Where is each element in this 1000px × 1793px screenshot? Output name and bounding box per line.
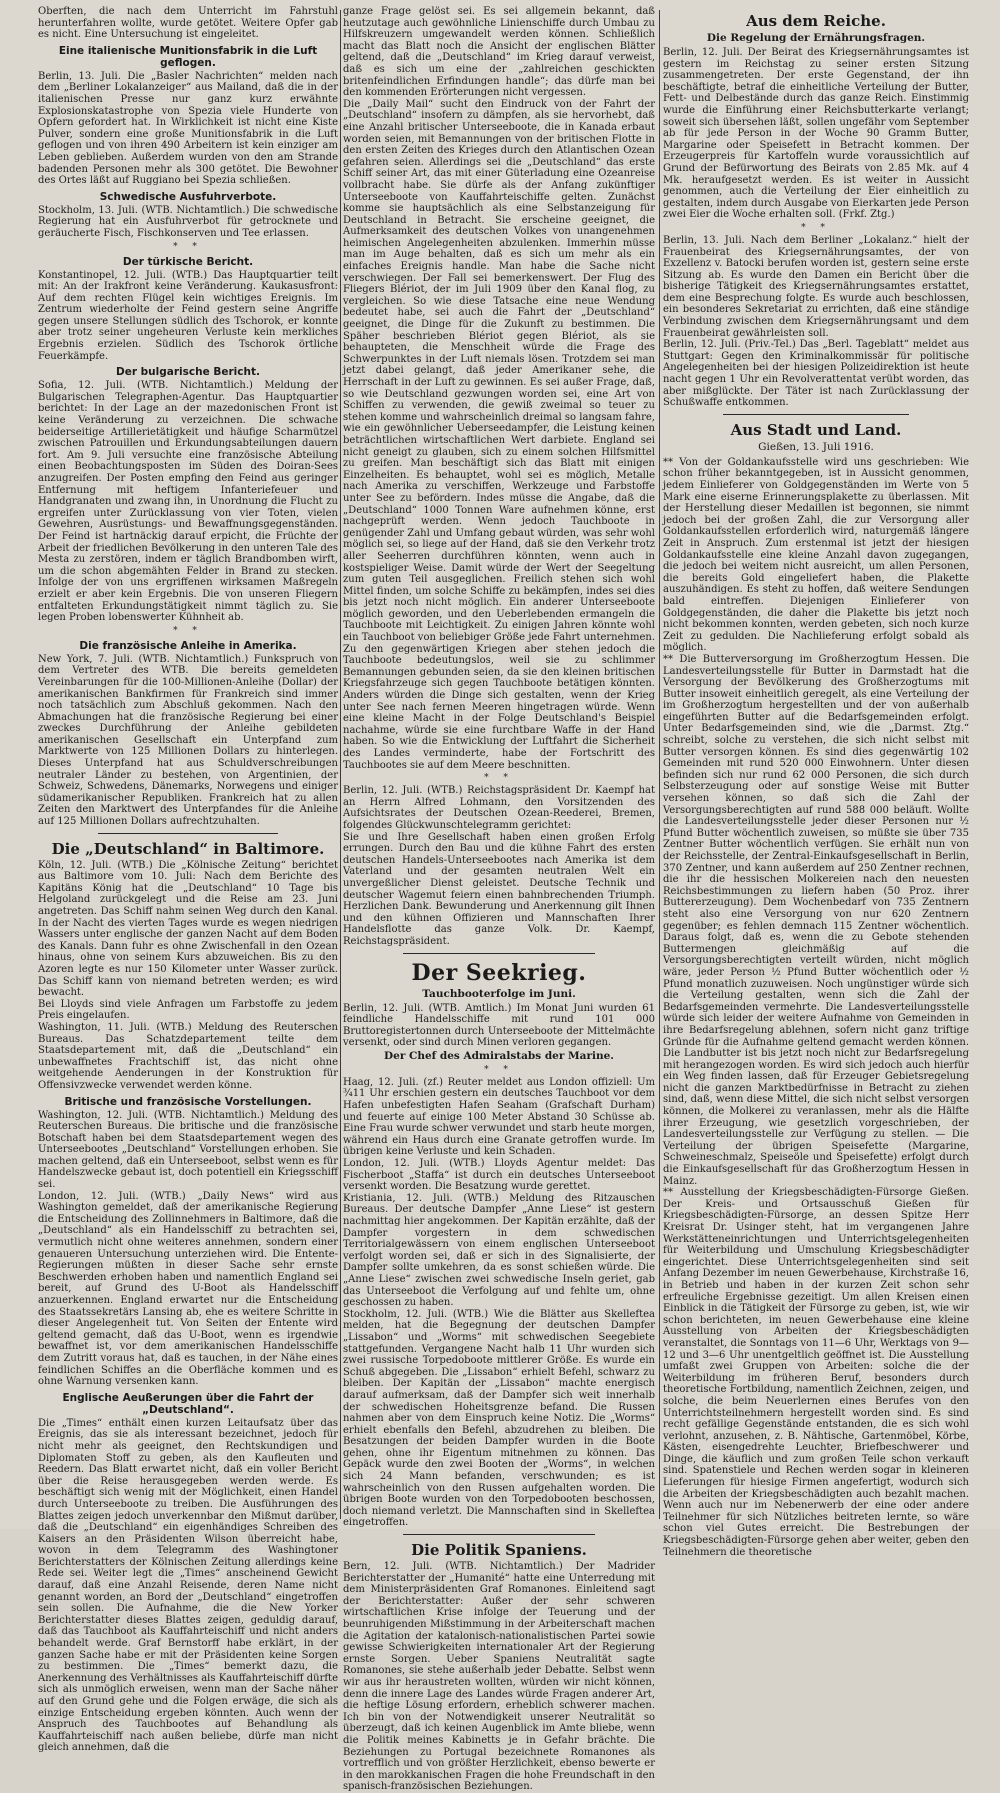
article-paragraph: Die „Times“ enthält einen kurzen Leitaufsatz über das Ereignis, das sie als interessant bezeichnet, jedoch für nicht mehr als geeignet, den Rechtskundigen und Diplomaten Stoff zu geben, als den Kaufleuten und Reedern. Das Blatt erwartet nicht, daß ein voller Bericht über die Reise herausgegeben werden werde. Es beschäftigt sich wenig mit der Möglichkeit, einen Handel durch Unterseeboote zu treiben. Die Ausführungen des Blattes zeigen jedoch unverkennbar den Mißmut darüber, daß die „Deutschland“ ein eigenhändiges Schreiben des Kaisers an den Präsidenten Wilson überreicht habe, wovon in dem Telegramm des Washingtoner Berichterstatters der Kölnischen Zeitung allerdings keine Rede sei. Weiter legt die „Times“ anscheinend Gewicht darauf, daß eine Anzahl Reisende, deren Name nicht genannt worden, an Bord der „Deutschland“ eingetroffen sein sollen. Die Aufnahme, die die New Yorker Berichterstatter dieses Blattes zeigen, geduldig darauf, daß das Tauchboot als Kauffahrteischiff und nicht anders behandelt werde. Graf Bernstorff habe erklärt, in der ganzen Sache habe er mit der Präsidenten keine Sorgen zu bestimmen. Die „Times“ bemerkt dazu, die Anerkennung des Verhältnisses als Kauffahrteischiff dürfte sich als unmöglich erweisen, wenn man der Sache näher auf den Grund gehe und die Folgen erwäge, die sich als einzige Entscheidung ergeben könnten. Auch wenn der Anspruch des Tauchbootes auf Behandlung als Kauffahrteischiff nach außen beliebe, dürfe man nicht gleich annehmen, daß die <box>38 1417 338 1754</box>
rule-separator <box>403 953 595 954</box>
subheading: Tauchbooterfolge im Juni. <box>422 987 576 1000</box>
article-paragraph: London, 12. Juli. (WTB.) Lloyds Agentur meldet: Das Fischerboot „Staffa“ ist durch ein deutsches Unterseeboot versenkt worden. Die Besatzung wurde gerettet. <box>343 1158 655 1193</box>
separator-asterisks: * * <box>484 1064 514 1075</box>
column-2 <box>343 6 655 1793</box>
article-paragraph: Köln, 12. Juli. (WTB.) Die „Kölnische Zeitung“ berichtet aus Baltimore vom 10. Juli: Nach dem Berichte des Kapitäns König hat die „Deutschland“ 10 Tage bis Helgoland zurückgelegt und die Reise am 23. Juni angetreten. Das Schiff nahm seinen Weg durch den Kanal. In der Nacht des vierten Tages wurde es wegen niedrigen Wassers unter englische der ganzen Nacht auf dem Boden des Kanals. Dann fuhr es ohne Zwischenfall in den Ozean hinaus, ohne von seinem Kurs abzuweichen. Bis zu den Azoren legte es nur 150 Kilometer unter Wasser zurück. Das Schiff kann von niemand betreten werden; es wird bewacht. <box>38 859 338 999</box>
article-heading: Der türkische Bericht. <box>122 255 254 268</box>
column-3 <box>663 6 969 1558</box>
article-paragraph: Berlin, 12. Juli. (WTB.) Reichstagspräsident Dr. Kaempf hat an Herrn Alfred Lohmann, den Vorsitzenden des Aufsichtsrates der Deutschen Ozean-Reederei, Bremen, folgendes Glückwunschtelegramm gerichtet: <box>343 785 655 831</box>
article-paragraph: Berlin, 12. Juli. (WTB. Amtlich.) Im Monat Juni wurden 61 feindliche Handelsschiffe mit rund 101 000 Bruttoregistertonnen durch Unterseeboote der Mittelmächte versenkt, oder sind durch Minen verloren gegangen. <box>343 1002 655 1049</box>
article-paragraph: Berlin, 12. Juli. (Priv.-Tel.) Das „Berl. Tageblatt“ meldet aus Stuttgart: Gegen den Kriminalkommissär für politische Angelegenheiten bei der hiesigen Polizeidirektion ist heute nacht gegen 1 Uhr ein Revolverattentat verübt worden, das aber mißglückte. Der Täter ist nach Zurücklassung der Schußwaffe entkommen. <box>663 339 969 409</box>
subheading: Die Regelung der Ernährungsfragen. <box>706 32 926 44</box>
article-paragraph: ganze Frage gelöst sei. Es sei allgemein bekannt, daß heutzutage auch gewöhnliche Linienschiffe durch Umbau zu Hilfskreuzern umgewandelt werden können. Schließlich macht das Blatt noch die Ansicht der englischen Blätter geltend, daß die „Deutschland“ im Krieg darauf verweist, daß es sich um eine der „zahlreichen geschickten britenfeindlichen Erfindungen handle“; das dürfe man bei den kommenden Erörterungen nicht vergessen. <box>343 6 655 99</box>
article-paragraph: ** Ausstellung der Kriegsbeschädigten-Fürsorge Gießen. Der Kreis- und Ortsausschuß Gießen für Kriegsbeschädigten-Fürsorge, an dessen Spitze Herr Kreisrat Dr. Usinger steht, hat im vergangenen Jahre Werkstätteneinrichtungen und Unterrichtsgelegenheiten für Weiterbildung und Umschulung Kriegsbeschädigter eingerichtet. Diese Unterrichtsgelegenheiten sind seit Anfang Dezember im neuen Gewerbehause, Kirchstraße 16, in Betrieb und haben in der kurzen Zeit schon sehr erfreuliche Ergebnisse gezeitigt. Um allen Kreisen einen Einblick in die Tätigkeit der Fürsorge zu geben, ist, wie wir schon berichteten, im neuen Gewerbehause eine kleine Ausstellung von Arbeiten der Kriegsbeschädigten veranstaltet, die Sonntags von 11—6 Uhr, Werktags von 9—12 und 3—6 Uhr unentgeltlich geöffnet ist. Die Ausstellung umfaßt zwei Gruppen von Arbeiten: solche die der Weiterbildung im früheren Beruf, besonders durch theoretische Fortbildung, namentlich Zeichnen, zeigen, und solche, die beim Neuerlernen eines Berufes von den Unterrichtsteilnehmern hergestellt worden sind. Es sind recht gefällige Gegenstände entstanden, die es sich wohl verlohnt, anzusehen, z. B. Nähtische, Gartenmöbel, Körbe, Kästen, eisengedrehte Leuchter, Briefbeschwerer und Dinge, die käuflich und zum großen Teile schon verkauft sind. Spatenstiele und Rechen werden sogar in kleineren Lieferungen für hiesige Firmen angefertigt, wodurch sich die Arbeiten der Kriegsbeschädigten auch bezahlt machen. Wenn auch nur im Nebenerwerb der eine oder andere Teilnehmer für sich Nützliches beitreten lernte, so wäre schon viel Gutes erreicht. Die Bestrebungen der Kriegsbeschädigten-Fürsorge gehen aber weiter, geben den Teilnehmern die theoretische <box>663 1187 969 1558</box>
article-paragraph: Sofia, 12. Juli. (WTB. Nichtamtlich.) Meldung der Bulgarischen Telegraphen-Agentur. Das Hauptquartier berichtet: In der Lage an der mazedonischen Front ist keine Veränderung zu verzeichnen. Die schwache beiderseitige Artillerietätigkeit und häufige Scharmützel zwischen Patrouillen und Erkundungsabteilungen dauern fort. Am 9. Juli versuchte eine französische Abteilung einen Beobachtungsposten im Süden des Doiran-Sees anzugreifen. Der Posten empfing den Feind aus geringer Entfernung mit heftigem Infanteriefeuer und Handgranaten und zwang ihn, in Unordnung die Flucht zu ergreifen unter Zurücklassung von vier Toten, vielen Gewehren, Ausrüstungs- und Bewaffnungsgegenständen. Der Feind ist hartnäckig darauf erpicht, die Früchte der Arbeit der friedlichen Bevölkerung in den unteren Tale des Mesta zu zerstören, indem er täglich Brandbomben wirft, um die schon abgemähten Felder in Brand zu stecken. Infolge der von uns ergriffenen wirksamen Maßregeln erzielt er aber kein Ergebnis. Die von unseren Fliegern entfalteten Erkundungstätigkeit nimmt täglich zu. Sie legen Proben lobenswerter Kühnheit ab. <box>38 380 338 624</box>
column-rule <box>659 10 660 1519</box>
separator-asterisks: * * <box>173 241 203 252</box>
article-paragraph: Bern, 12. Juli. (WTB. Nichtamtlich.) Der Madrider Berichterstatter der „Humanité“ hatte eine Unterredung mit dem Ministerpräsidenten Graf Romanones. Einleitend sagt der Berichterstatter: Außer der sehr schweren wirtschaftlichen Krise infolge der Teuerung und der beunruhigenden Mißstimmung in der Arbeiterschaft machen die Agitation der katalonisch-nationalistischen Partei sowie gewisse Schwierigkeiten internationaler Art der Regierung ernste Sorgen. Ueber Spaniens Neutralität sagte Romanones, sie stehe außerhalb jeder Debatte. Selbst wenn wir aus ihr heraustreten wollten, würden wir nicht können, denn die innere Lage des Landes würde Fragen anderer Art, die heftige Lösung erfordern, erheblich schwerer machen. Ich bin von der Notwendigkeit unserer Neutralität so überzeugt, daß ich keinen Augenblick im Amte bliebe, wenn die Politik meines Kabinetts je in Gefahr brächte. Die Beziehungen zu Portugal bezeichnete Romanones als vortrefflich und von größter Herzlichkeit, ebenso bewerte er in den marokkanischen Fragen die hohe Freundschaft in den spanisch-französischen Beziehungen. <box>343 1561 655 1793</box>
dateline: Gießen, 13. Juli 1916. <box>758 440 874 453</box>
separator-asterisks: * * <box>484 773 514 784</box>
article-paragraph: Berlin, 13. Juli. Nach dem Berliner „Lokalanz.“ hielt der Frauenbeirat des Kriegsernährungsamtes, der von Exzellenz v. Batocki berufen worden ist, gestern seine erste Sitzung ab. Es wurde den Damen ein Bericht über die bisherige Tätigkeit des Kriegsernährungsamtes erstattet, dem eine Besprechung folgte. Es wurde auch beschlossen, ein besonderes Sekretariat zu errichten, daß eine ständige Verbindung zwischen dem Kriegsernährungsamt und dem Frauenbeirat gewährleisten soll. <box>663 234 969 339</box>
article-heading: Englische Aeußerungen über die Fahrt der „Deutschland“. <box>62 1391 314 1416</box>
column-1 <box>38 6 338 1754</box>
article-paragraph: Die „Daily Mail“ sucht den Eindruck von der Fahrt der „Deutschland“ insofern zu dämpfen, als sie hervorhebt, daß eine Anzahl britischer Unterseeboote, die in Kanada erbaut worden seien, mit Bemannungen von der britischen Flotte in den ersten Zeiten des Krieges durch den Atlantischen Ozean gefahren seien. Allerdings sei die „Deutschland“ das erste Schiff seiner Art, das mit einer Güterladung eine Ozeanreise vollbracht habe. Sie dürfe als der Anfang zukünftiger Unterseeboote von Kauffahrteischiffe gelten. Zunächst komme sie hauptsächlich als eine Selbstanzeigung für Deutschland in Betracht. Sie erscheine geeignet, die Aufmerksamkeit des deutschen Volkes von unangenehmen heimischen Angelegenheiten abzulenken. Immerhin müsse man im Auge behalten, daß es sich um mehr als ein einfaches Ereignis handle. Man habe die Sache nicht verschwiegen. Der Fall sei bemerkenswert. Der Flug des Fliegers Blériot, der im Juli 1909 über den Kanal flog, zu vergleichen. So wie diese Tatsache eine neue Wendung bedeutet habe, sei auch die Fahrt der „Deutschland“ geeignet, die Dinge für die Zukunft zu bestimmen. Die Späher beschrieben Blériot gegen Blériot, als sie behaupteten, die Menschheit würde die Frage des Schwerpunktes in der Luft niemals lösen. Trotzdem sei man jetzt dabei gelangt, daß jeder Amerikaner sehe, die Herrschaft in der Luft zu gewinnen. Es sei außer Frage, daß, so wie Deutschland gezwungen worden sei, eine Art von Schiffen zu verwenden, die gewiß zweimal so teuer zu stehen komme und wahrscheinlich dreimal so langsam fahre, wie ein gewöhnlicher Ueberseedampfer, die Leistung keinen beträchtlichen wirtschaftlichen Wert darbiete. England sei nicht geneigt zu glauben, sich zu einem solchen Hilfsmittel zu greifen. Man beschäftigt sich das Blatt mit einigen Einzelheiten. Es behauptet, wohl sei es möglich, Metalle nach Amerika zu verschiffen, Werkzeuge und Farbstoffe unter See zu befördern. Indes müsse die Angabe, daß die „Deutschland“ 1000 Tonnen Ware aufnehmen könne, erst nachgeprüft werden. Wenn jedoch Tauchboote in genügender Zahl und Umfang gebaut würden, was sehr wohl möglich sei, so liege auf der Hand, daß sie den Verkehr trotz aller Seeherren durchführen könnten, wenn auch in kostspieliger Weise. Damit würde der Wert der Seegeltung zum guten Teil ausgeglichen. Freilich stehen sich wohl Mittel finden, um solche Schiffe zu bekämpfen, indes sei dies bis jetzt noch nicht möglich. Ein anderer Unterseeboote möglich geworden, und den Ueberlebenden ermangeln die Tauchboote mit Leichtigkeit. Zu einigen Jahren könnte wohl ein Tauchboot von beliebiger Größe jede Fahrt unternehmen. Zu den gegenwärtigen Kriegen aber stehen jedoch die Tauchboote bedeutungslos, weil sie zu schlimmer Bemannungen gebunden seien, da sie den kleinen britischen Kriegsfahrzeuge sich gegen Tauchboote betätigen könnten. Anders würden die Dinge sich gestalten, wenn der Krieg unter See nach fernen Meeren hingetragen würde. Wenn eine kleine Macht in der Folge Deutschland's Beispiel nachahme, würde sie eine furchtbare Waffe in der Hand haben. So wie die Entwicklung der Luftfahrt die Sicherheit des Landes verminderte, habe der Fortschritt des Tauchbootes sie auf dem Meere beschnitten. <box>343 98 655 771</box>
section-heading: Aus dem Reiche. <box>746 12 886 30</box>
article-heading: Eine italienische Munitionsfabrik in die Luft geflogen. <box>58 44 318 69</box>
article-heading: Schwedische Ausfuhrverbote. <box>99 190 277 203</box>
article-paragraph: Stockholm, 13. Juli. (WTB. Nichtamtlich.) Die schwedische Regierung hat ein Ausfuhrverbot für getrocknete und geräucherte Fisch, Fischkonserven und Tee erlassen. <box>38 204 338 239</box>
section-heading: Die Politik Spaniens. <box>411 1541 587 1560</box>
article-paragraph: Konstantinopel, 12. Juli. (WTB.) Das Hauptquartier teilt mit: An der Irakfront keine Veränderung. Kaukasusfront: Auf dem rechten Flügel kein wichtiges Ereignis. Im Zentrum wiederholte der Feind gestern seine Angriffe gegen unsere Stellungen südlich des Tschorok, er konnte aber trotz seiner ungeheuren Verluste kein merkliches Ergebnis erzielen. Südlich des Tschorok örtliche Feuerkämpfe. <box>38 269 338 362</box>
subheading: Der Chef des Admiralstabs der Marine. <box>384 1049 614 1062</box>
article-heading: Britische und französische Vorstellungen. <box>64 1095 312 1108</box>
article-paragraph: Bei Lloyds sind viele Anfragen um Farbstoffe zu jedem Preis eingelaufen. <box>38 998 338 1022</box>
section-heading-large: Der Seekrieg. <box>411 959 587 986</box>
article-paragraph: Berlin, 12. Juli. Der Beirat des Kriegsernährungsamtes ist gestern im Reichstag zu seiner ersten Sitzung zusammengetreten. Der erste Gegenstand, der ihn beschäftigte, betraf die einheitliche Verteilung der Butter, Fett- und Delbestände durch das ganze Reich. Einstimmig wurde die Einführung einer Reichsbutterkarte verlangt; soweit sich übersehen läßt, sollen ungefähr vom September ab für jede Person in der Woche 90 Gramm Butter, Margarine oder Speisefett in Betracht kommen. Der Erzeugerpreis für Kartoffeln wurde voraussichtlich auf Grund der Befürwortung des Beirats von 2.85 Mk. auf 4 Mk. heraufgesetzt werden. Es ist weiter in Aussicht genommen, auch die Verteilung der Eier einheitlich zu gestalten, indem durch Ausgabe von Eierkarten jede Person zwei Eier die Woche erhalten soll. (Frkf. Ztg.) <box>663 47 969 221</box>
separator-asterisks: * * <box>801 222 831 233</box>
column-rule <box>340 10 341 1519</box>
rule-separator <box>723 414 909 415</box>
article-paragraph: New York, 7. Juli. (WTB. Nichtamtlich.) Funkspruch von dem Vertreter des WTB. Die bereits gemeldeten Vereinbarungen für die 100-Millionen-Anleihe (Dollar) der amerikanischen Bankfirmen für Frankreich sind immer noch tatsächlich zum Abschluß gekommen. Nach den Abmachungen hat die französische Regierung bei einer zweckes Durchführung der Anleihe gebildeten amerikanischen Gesellschaft ein Unterpfand zum Marktwerte von 125 Millionen Dollars zu hinterlegen. Dieses Unterpfand hat aus Schuldverschreibungen neutraler Länder zu bestehen, von Argentinien, der Schweiz, Schwedens, Dänemarks, Norwegens und einiger südamerikanischer Republiken. Frankreich hat zu allen Zeiten den Marktwert des Unterpfandes für die Anleihe auf 125 Millionen Dollars aufrechtzuhalten. <box>38 653 338 828</box>
article-paragraph: Stockholm, 12. Juli. (WTB.) Wie die Blätter aus Skelleftea melden, hat die Begegnung der deutschen Dampfer „Lissabon“ und „Worms“ mit schwedischen Seegebiete stattgefunden. Vergangene Nacht halb 11 Uhr wurden sich zwei russische Torpedoboote mittlerer Größe. Es wurde ein Schuß abgegeben. Die „Lissabon“ erhielt Befehl, schwarz zu bleiben. Der Kapitän der „Lissabon“ machte energisch darauf aufmerksam, daß der Dampfer sich weit innerhalb der schwedischen Hoheitsgrenze befand. Die Russen nahmen aber von dem Einspruch keine Notiz. Die „Worms“ erhielt ebenfalls den Befehl, abzudrehen zu bleiben. Die Besatzungen der beiden Dampfer wurden in die Boote gehen, ohne ihr Eigentum mitnehmen zu können. Das Gepäck wurde den zwei Booten der „Worms“, in welchen sich 24 Mann befanden, verschwunden; es ist wahrscheinlich von den Russen aufgehalten worden. Die übrigen Boote wurden von den Torpedobooten beschossen, doch niemand verletzt. Die Mannschaften sind in Skelleftea eingetroffen. <box>343 1308 655 1529</box>
article-paragraph: Kristiania, 12. Juli. (WTB.) Meldung des Ritzauschen Bureaus. Der deutsche Dampfer „Anne Liese“ ist gestern nachmittag hier angekommen. Der Kapitän erzählte, daß der Dampfer vorgestern in dem schwedischen Territorialgewässern von einem englischen Unterseeboot verfolgt worden sei, daß er sich in des Signalisierte, der Dampfer sollte umkehren, da es sonst schießen würde. Die „Anne Liese“ zwischen zwei schwedische Inseln geriet, gab das Unterseeboot die Verfolgung auf und fehlte um, ohne geschossen zu haben. <box>343 1192 655 1309</box>
article-paragraph: Washington, 11. Juli. (WTB.) Meldung des Reuterschen Bureaus. Das Schatzdepartement teilte dem Staatsdepartement mit, daß die „Deutschland“ ein unbewaffnetes Frachtschiff ist, das nicht ohne weitgehende Aenderungen in der Konstruktion für Offensivzwecke verwendet werden könne. <box>38 1021 338 1091</box>
separator-asterisks: * * <box>173 625 203 636</box>
article-paragraph: London, 12. Juli. (WTB.) „Daily News“ wird aus Washington gemeldet, daß der amerikanische Regierung die Entscheidung des Zollinnehmers in Baltimore, daß die „Deutschland“ als ein Handelsschiff zu betrachten sei, vermutlich nicht ohne weiteres annehmen, sondern einer genaueren Untersuchung unterziehen wird. Die Entente-Regierungen müßten in dieser Sache sehr ernste Beschwerden erhoben haben und namentlich England sei bereit, auf Grund des U-Boot als Handelsschiff anzuerkennen. England erwartet nur die Entscheidung des Staatssekretärs Lansing ab, ehe es weitere Schritte in dieser Angelegenheit tut. Von Seiten der Entente wird geltend gemacht, daß das U-Boot, wenn es irgendwie bewaffnet ist, vor dem amerikanischen Handelsschiffe dem Zutritt voraus hat, daß es tauchen, in der Nähe eines feindlichen Schiffes an die Oberfläche kommen und es ohne Warnung versenken kann. <box>38 1190 338 1388</box>
article-paragraph: Haag, 12. Juli. (zf.) Reuter meldet aus London offiziell: Um ¾11 Uhr erschien gestern ein deutsches Tauchboot vor dem Hafen unbefestigten Hafen Seaham (Grafschaft Durham) und feuerte auf einige 100 Meter Abstand 30 Schüsse ab. Eine Frau wurde schwer verwundet und starb heute morgen, während ein Haus durch eine Granate getroffen wurde. Im übrigen keine Verluste und kein Schaden. <box>343 1076 655 1158</box>
section-heading: Die „Deutschland“ in Baltimore. <box>51 839 325 858</box>
article-paragraph: Oberften, die nach dem Unterricht im Fahrstuhl herunterfahren wollte, wurde getötet. Weitere Opfer gab es nicht. Eine Untersuchung ist eingeleitet. <box>38 6 338 41</box>
article-paragraph: Sie und Ihre Gesellschaft haben einen großen Erfolg errungen. Durch den Bau und die kühne Fahrt des ersten deutschen Handels-Unterseebootes nach Amerika ist dem Vaterland und der gesamten neutralen Welt ein unvergeßlicher Dienst geleistet. Deutsche Technik und deutscher Wagemut feiern einen bahnbrechenden Triumph. Herzlichen Dank. Bewunderung und Anerkennung gilt Ihnen und den kühnen Offizieren und Mannschaften Ihrer Handelsflotte das ganze Volk. Dr. Kaempf, Reichstagspräsident. <box>343 831 655 947</box>
rule-separator <box>403 1534 595 1535</box>
article-paragraph: ** Von der Goldankaufsstelle wird uns geschrieben: Wie schon früher bekanntgegeben, ist in Aussicht genommen, jedem Einlieferer von Goldgegenständen im Werte von 5 Mark eine eiserne Erinnerungsplakette zu überlassen. Mit der Herstellung dieser Medaillen ist begonnen, sie nimmt jedoch bei der großen Zahl, die zur Versorgung aller Goldankaufsstellen erforderlich wird, naturgemäß längere Zeit in Anspruch. Zum erstenmal ist jetzt der hiesigen Goldankaufsstelle eine kleine Anzahl davon zugegangen, die jedoch bei weitem nicht ausreicht, um allen Personen, die bereits Gold eingeliefert haben, die Plakette auszuhändigen. Es steht zu hoffen, daß weitere Sendungen bald eintreffen. Diejenigen Einlieferer von Goldgegenständen, die daher die Plakette bis jetzt noch nicht bekommen konnten, werden gebeten, sich noch kurze Zeit zu gedulden. Die Nachlieferung erfolgt sobald als möglich. <box>663 456 969 654</box>
section-heading: Aus Stadt und Land. <box>730 420 902 439</box>
article-heading: Die französische Anleihe in Amerika. <box>79 639 297 652</box>
article-paragraph: Washington, 12. Juli. (WTB. Nichtamtlich.) Meldung des Reuterschen Bureaus. Die britische und die französische Botschaft haben bei dem Staatsdepartement wegen des Unterseebootes „Deutschland“ Vorstellungen erhoben. Sie machen geltend, daß ein Unterseeboot, selbst wenn es für Handelszwecke gebaut ist, doch potentiell ein Kriegsschiff sei. <box>38 1109 338 1191</box>
article-paragraph: Berlin, 13. Juli. Die „Basler Nachrichten“ melden nach dem „Berliner Lokalanzeiger“ aus Mailand, daß die in der italienischen Presse nur ganz kurz erwähnte Explosionskatastrophe von Spezia viele Hunderte von Opfern gefordert hat. In Wirklichkeit ist nicht eine Kiste Pulver, sondern eine große Munitionsfabrik in die Luft geflogen und von ihren 490 Arbeitern ist kein einziger am Leben geblieben. Außerdem wurden von den am Strande badenden Personen mehr als 300 getötet. Die Bewohner des Ortes läßt auf Ruggiano bei Spezia schließen. <box>38 70 338 187</box>
rule-separator <box>98 833 278 834</box>
article-paragraph: ** Die Butterversorgung im Großherzogtum Hessen. Die Landesverteilungsstelle für Butter in Darmstadt hat die Versorgung der Bevölkerung des Großherzogtums mit Butter insoweit einheitlich geregelt, als eine Verteilung der im Großherzogtum hergestellten und der von außerhalb eingeführten Butter auf die Bedarfsgemeinden erfolgt. Unter Bedarfsgemeinden sind, wie die „Darmst. Ztg.“ schreibt, solche zu verstehen, die sich nicht selbst mit Butter versorgen können. Es sind dies gegenwärtig 102 Gemeinden mit rund 520 000 Einwohnern. Unter diesen befinden sich nur rund 62 000 Personen, die sich durch Selbsterzeugung oder auf sonstige Weise mit Butter versehen können, so daß sich die Zahl der Versorgungsberechtigten auf rund 588 000 beläuft. Wollte die Landesverteilungsstelle jeder dieser Personen nur ½ Pfund Butter wöchentlich zuweisen, so müßte sie über 735 Zentner Butter wöchentlich verfügen. Sie erhält nun von der Reichsstelle, der Zentral-Einkaufsgesellschaft in Berlin, 370 Zentner, und kann außerdem auf 250 Zentner rechnen, die ihr die hessischen Molkereien nach den neuesten Reichsbestimmungen zu liefern haben (50 Proz. ihrer Buttererzeugung). Dem Wochenbedarf von 735 Zentnern steht also eine Versorgung von nur 620 Zentnern gegenüber; es fehlen demnach 115 Zentner wöchentlich. Daraus folgt, daß es, wenn die zu Gebote stehenden Buttermengen gleichmäßig auf die Versorgungsberechtigten verteilt würden, nicht möglich wäre, jeder Person ½ Pfund Butter wöchentlich oder ½ Pfund monatlich zuzuweisen. Noch ungünstiger würde sich die Verteilung gestalten, wenn sich die Zahl der Bedarfsgemeinden vermehrte. Die Landesverteilungsstelle würde sich leider der weitere Aufnahme von Gemeinden in ihre Bedarfsregelung ablehnen, sofern nicht ganz triftige Gründe für die Aufnahme geltend gemacht werden können. Die Landbutter ist bis jetzt noch nicht zur Bedarfsregelung mit herangezogen worden. Es wird sich jedoch auch hierfür ein Weg finden lassen, daß für Erzeuger Gebietsregelung nicht die ganzen Marktbedürfnisse in Betracht zu ziehen sind, daß, wenn diese Mittel, die sich nicht selbst versorgen können, die Molkerei zu veranlassen, mehr als die Hälfte ihrer Erzeugung, wie gesetzlich vorgeschrieben, der Landesverteilungsstelle zur Verfügung zu stellen. — Die Verteilung der übrigen Speisefette (Margarine, Schweineschmalz, Speiseöle und Speisefette) erfolgt durch die Einkaufsgesellschaft für das Großherzogtum Hessen in Mainz. <box>663 653 969 1187</box>
article-heading: Der bulgarische Bericht. <box>116 366 260 379</box>
